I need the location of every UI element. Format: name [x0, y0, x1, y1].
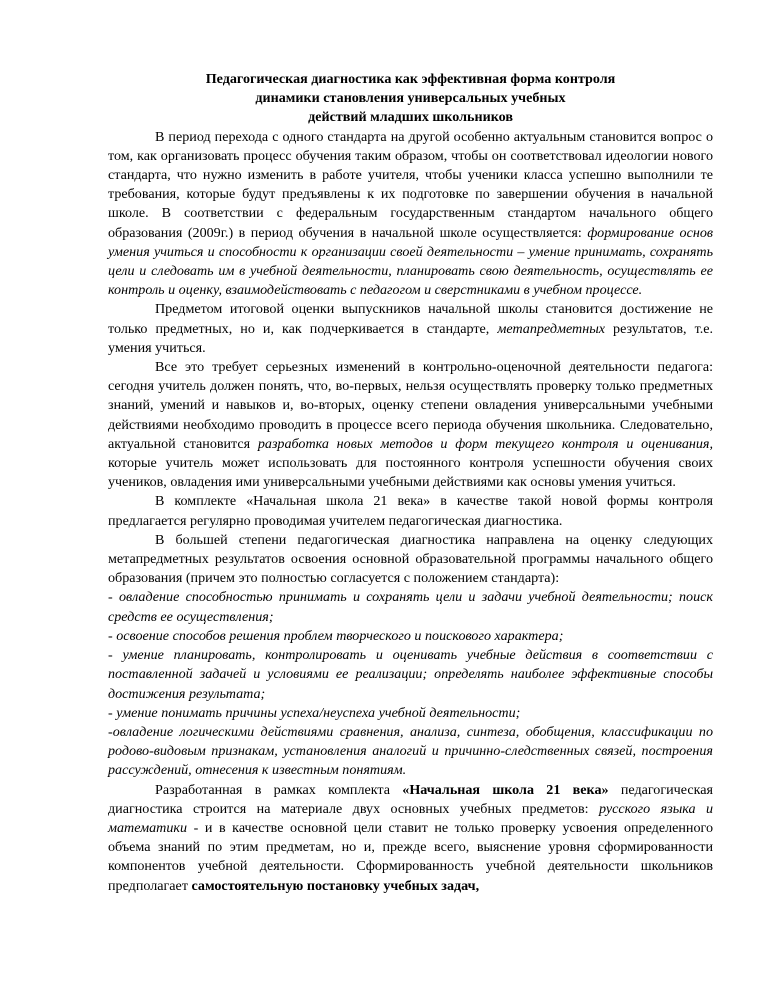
- title-line-3: действий младших школьников: [308, 109, 513, 126]
- paragraph-2-italic: метапредметных: [497, 320, 605, 337]
- paragraph-2-tail: результатов, т.е. умения учиться.: [108, 320, 713, 356]
- paragraph-2: [108, 300, 713, 358]
- list-item: - овладение способностью принимать и сохранять цели и задачи учебной деятельности; поиск средств ее осуществления;: [108, 589, 713, 625]
- document-page: [108, 70, 713, 896]
- paragraph-3-tail: которые учитель может использовать для постоянного контроля успешности обучения своих учеников, овладения ими универсальными учебными действиями как основы умения учиться.: [108, 455, 713, 491]
- paragraph-6-bold-1: «Начальная школа 21 века»: [402, 781, 609, 798]
- paragraph-3: [108, 358, 713, 492]
- paragraph-6-text-3: - и в качестве основной цели ставит не только проверку усвоения определенного объема знаний по этим предметам, но и, прежде всего, выяснение уровня сформированности компонентов учебной деятельности. Сформированность учебной деятельности школьников предполагает: [108, 819, 713, 894]
- paragraph-6-italic: русского языка и математики: [108, 800, 713, 836]
- document-title: [108, 70, 713, 128]
- paragraph-4: В комплекте «Начальная школа 21 века» в качестве такой новой формы контроля предлагается регулярно проводимая учителем педагогическая диагностика.: [108, 493, 713, 529]
- list-item: - умение понимать причины успеха/неуспеха учебной деятельности;: [108, 704, 521, 721]
- list-item: - умение планировать, контролировать и оценивать учебные действия в соответствии с поставленной задачей и условиями ее реализации; определять наиболее эффективные способы достижения результата;: [108, 647, 713, 702]
- paragraph-5: В большей степени педагогическая диагностика направлена на оценку следующих метапредметных результатов освоения основной образовательной программы начального общего образования (причем это полностью согласуется с положением стандарта):: [108, 531, 713, 587]
- paragraph-6-bold-2: самостоятельную постановку учебных задач,: [191, 877, 480, 894]
- paragraph-2-text: Предметом итоговой оценки выпускников начальной школы становится достижение не только предметных, но и, как подчеркивается в стандарте,: [108, 301, 713, 337]
- paragraph-1-italic: формирование основ умения учиться и способности к организации своей деятельности – умение принимать, сохранять цели и следовать им в учебной деятельности, планировать свою деятельность, осуществлять ее контроль и оценку, взаимодействовать с педагогом и сверстниками в учебном процессе.: [108, 224, 713, 299]
- title-line-2: динамики становления универсальных учебных: [255, 90, 566, 107]
- paragraph-6: [108, 781, 713, 896]
- paragraph-6-text-1: Разработанная в рамках комплекта: [155, 781, 403, 798]
- paragraph-3-text: Все это требует серьезных изменений в контрольно-оценочной деятельности педагога: сегодня учитель должен понять, что, во-первых, нельзя осуществлять проверку только предметных знаний, умений и навыков и, во-вторых, оценку степени овладения универсальными учебными действиями необходимо проводить в процессе всего периода обучения школьника. Следовательно, актуальной становится: [108, 359, 713, 452]
- list-item: - освоение способов решения проблем творческого и поискового характера;: [108, 627, 564, 644]
- paragraph-3-italic: разработка новых методов и форм текущего контроля и оценивания,: [257, 435, 713, 452]
- title-line-1: Педагогическая диагностика как эффективная форма контроля: [205, 71, 616, 87]
- paragraph-1-text: В период перехода с одного стандарта на другой особенно актуальным становится вопрос о том, как организовать процесс обучения таким образом, чтобы он соответствовал идеологии нового стандарта, что нужно изменить в работе учителя, чтобы ученики класса успешно выполнили те требования, которые будут предъявлены к их подготовке по завершении обучения в начальной школе. В соответствии с федеральным государственным стандартом начального общего образования (2009г.) в период обучения в начальной школе осуществляется:: [108, 128, 713, 241]
- list-item: -овладение логическими действиями сравнения, анализа, синтеза, обобщения, классификации по родово-видовым признакам, установления аналогий и причинно-следственных связей, построения рассуждений, отнесения к известным понятиям.: [108, 723, 713, 779]
- paragraph-1: [108, 128, 713, 301]
- paragraph-6-text-2: педагогическая диагностика строится на материале двух основных учебных предметов:: [108, 781, 713, 817]
